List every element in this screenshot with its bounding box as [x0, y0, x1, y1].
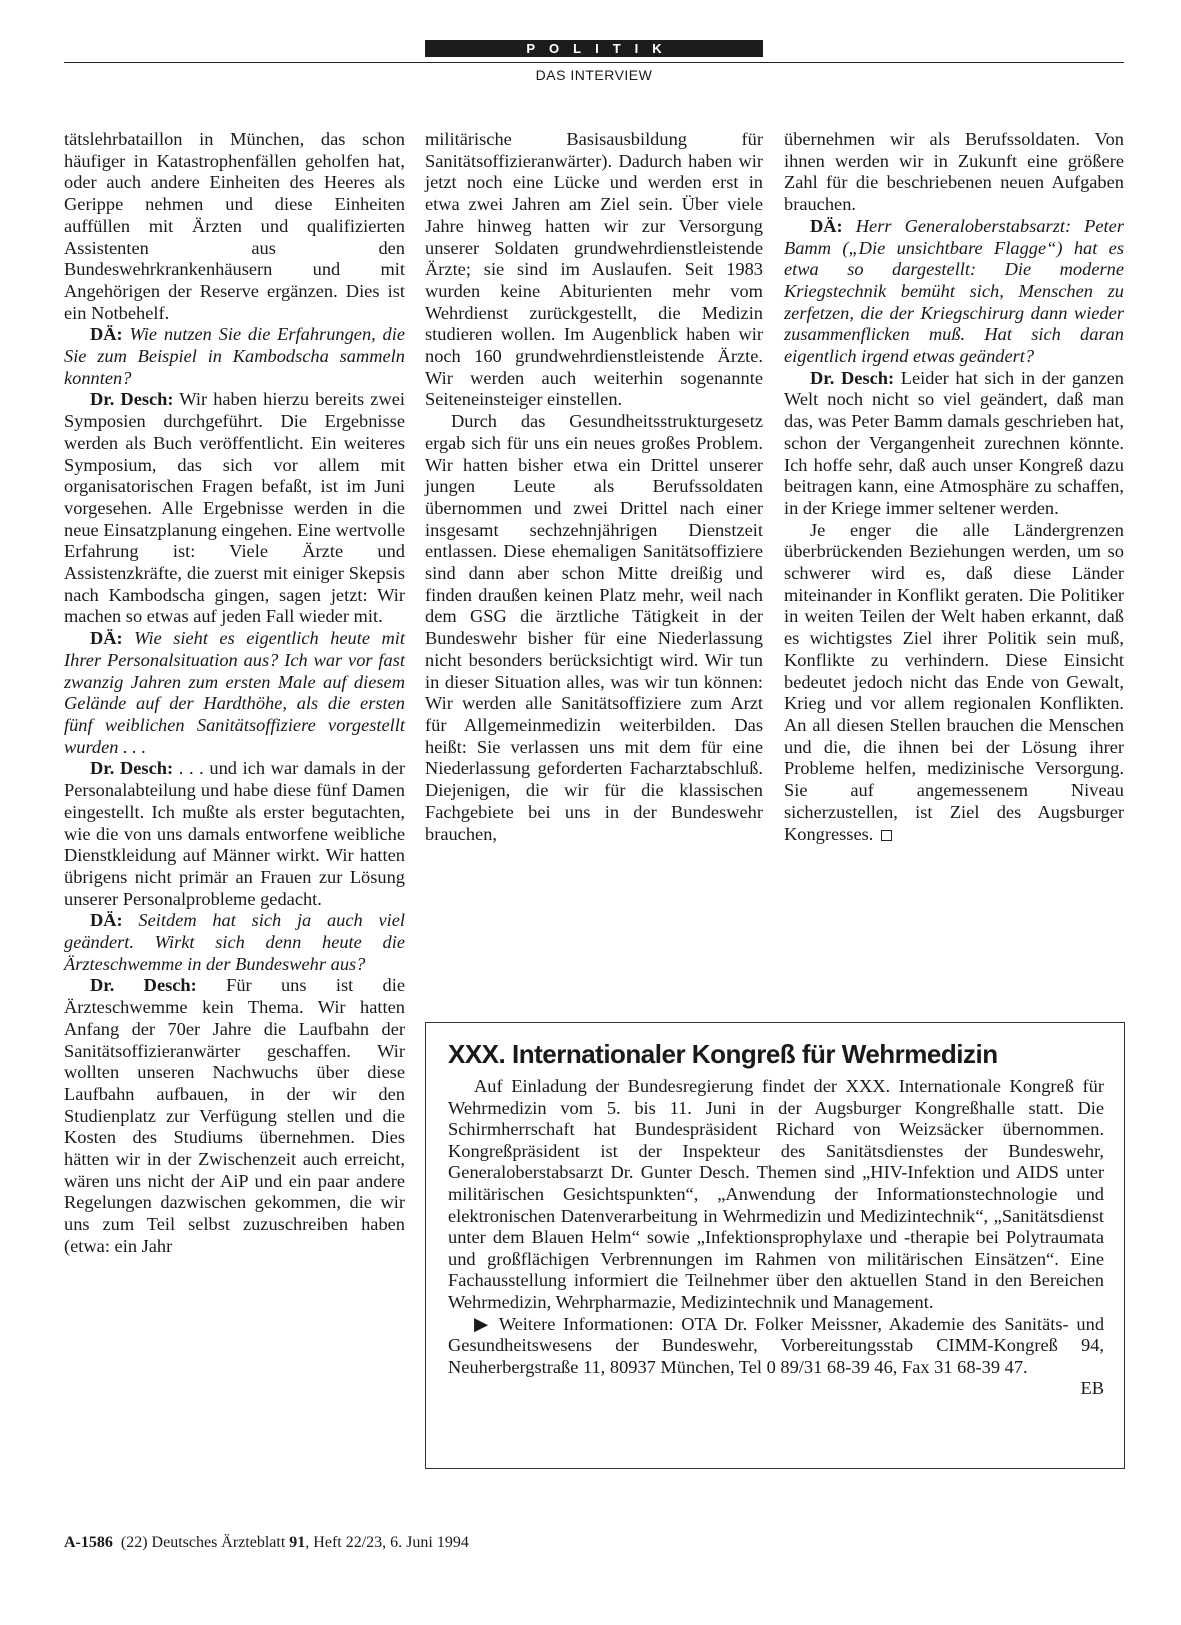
info-box-title: XXX. Internationaler Kongreß für Wehrmedizin [448, 1039, 998, 1069]
speaker-label: DÄ: [90, 628, 123, 649]
page-footer [64, 1534, 469, 1552]
article-paragraph: Durch das Gesundheitsstrukturgesetz ergab sich für uns ein neues großes Problem. Wir hatten bisher etwa ein Drittel unserer jungen Leute als Berufssoldaten übernommen und zwei Drittel nach einer insgesamt sechzehnjährigen Dienstzeit entlassen. Diese ehemaligen Sanitätsoffiziere sind dann aber schon Mitte dreißig und finden draußen keinen Platz mehr, weil nach dem GSG die ärztliche Tätigkeit in der Bundeswehr bisher für eine Niederlassung nicht besonders berücksichtigt wird. Wir tun in dieser Situation alles, was wir tun können: Wir werden alle Sanitätsoffiziere zum Arzt für Allgemeinmedizin weiterbilden. Das heißt: Sie verlassen uns mit dem für eine Niederlassung geforderten Facharztabschluß. Diejenigen, die wir für die klassischen Fachgebiete bei uns in der Bundeswehr brauchen, [425, 411, 763, 844]
article-paragraph: tätslehrbataillon in München, das schon häufiger in Katastrophenfällen geholfen hat, oder auch andere Einheiten des Heeres als Gerippe nehmen und diese Einheiten auffüllen mit Ärzten und qualifizierten Assistenten aus den Bundeswehrkrankenhäusern und mit Angehörigen der Reserve ergänzen. Dies ist ein Notbehelf. [64, 129, 405, 323]
article-paragraph: DÄ: Seitdem hat sich ja auch viel geändert. Wirkt sich denn heute die Ärzteschwemme in der Bundeswehr aus? [64, 910, 405, 974]
article-column-1 [64, 129, 405, 1258]
arrow-bullet-icon: ▶ [474, 1313, 492, 1334]
article-paragraph: Dr. Desch: . . . und ich war damals in der Personalabteilung und habe diese fünf Damen eingestellt. Ich mußte als erster begutachten, wie die von uns damals entworfene weibliche Dienstkleidung auf Männer wirkt. Wir hatten übrigens nicht primär an Frauen zur Lösung unserer Personalprobleme gedacht. [64, 758, 405, 909]
article-column-2 [425, 129, 763, 845]
article-paragraph: DÄ: Herr Generaloberstabsarzt: Peter Bamm („Die unsichtbare Flagge“) hat es etwa so dargestellt: Die moderne Kriegstechnik bemüht sich, Menschen zu zerfetzen, die der Kriegschirurg dann wieder zusammenflicken muß. Hat sich daran eigentlich irgend etwas geändert? [784, 215, 1124, 367]
speaker-label: Dr. Desch: [90, 758, 174, 779]
article-paragraph: Dr. Desch: Leider hat sich in der ganzen Welt noch nicht so viel geändert, daß man das, was Peter Bamm damals geschrieben hat, schon der Vergangenheit zurechnen könnte. Ich hoffe sehr, daß auch unser Kongreß dazu beitragen kann, eine Atmosphäre zu schaffen, in der Kriege immer seltener werden. [784, 367, 1124, 518]
article-paragraph: DÄ: Wie sieht es eigentlich heute mit Ihrer Personalsituation aus? Ich war vor fast zwanzig Jahren zum ersten Male auf diesem Gelände auf der Hardthöhe, als die ersten fünf weiblichen Sanitätsoffiziere vorgestellt wurden . . . [64, 628, 405, 757]
speaker-label: DÄ: [90, 324, 123, 345]
speaker-label: DÄ: [90, 910, 123, 931]
congress-info-box [425, 1022, 1125, 1469]
speaker-label: Dr. Desch: [90, 389, 174, 410]
volume-number: 91 [289, 1534, 306, 1551]
issue-date: , Heft 22/23, 6. Juni 1994 [305, 1534, 469, 1551]
speaker-label: Dr. Desch: [810, 367, 895, 388]
article-column-3 [784, 129, 1124, 845]
speaker-label: DÄ: [810, 215, 843, 236]
article-end-mark [881, 830, 892, 841]
speaker-label: Dr. Desch: [90, 975, 197, 996]
info-box-author: EB [1080, 1378, 1104, 1399]
article-paragraph: Dr. Desch: Für uns ist die Ärzteschwemme kein Thema. Wir hatten Anfang der 70er Jahre die Laufbahn der Sanitätsoffizieranwärter geschaffen. Wir wollten unseren Nachwuchs über diese Laufbahn aufbauen, in der wir den Studienplatz zur Verfügung stellen und die Kosten des Studiums übernehmen. Dies hätten wir in der Zwischenzeit auch erreicht, wären uns nicht der AiP und ein paar andere Regelungen dazwischen gekommen, die wir uns zum Teil selbst zuzuschreiben haben (etwa: ein Jahr [64, 975, 405, 1256]
info-box-body [448, 1076, 1104, 1400]
info-box-paragraph: Auf Einladung der Bundesregierung findet der XXX. Internationale Kongreß für Wehrmedizin vom 5. bis 11. Juni in der Augsburger Kongreßhalle statt. Die Schirmherrschaft hat Bundespräsident Richard von Weizsäcker übernommen. Kongreßpräsident ist der Inspekteur des Sanitätsdienstes der Bundeswehr, Generaloberstabsarzt Dr. Gunter Desch. Themen sind „HIV-Infektion und AIDS unter militärischen Gesichtspunkten“, „Anwendung der Informationstechnologie und elektronischen Datenverarbeitung in Wehrmedizin und Medizintechnik“, „Sanitätsdienst unter dem Blauen Helm“ sowie „Infektionsprophylaxe und -therapie bei Polytraumata und großflächigen Verbrennungen im Rahmen von militärischen Einsätzen“. Eine Fachausstellung informiert die Teilnehmer über den aktuellen Stand in den Bereichen Wehrmedizin, Wehrpharmazie, Medizintechnik und Management. [448, 1076, 1104, 1312]
issue-page: (22) [120, 1534, 148, 1551]
article-paragraph: übernehmen wir als Berufssoldaten. Von ihnen werden wir in Zukunft eine größere Zahl für die beschriebenen neuen Aufgaben brauchen. [784, 129, 1124, 215]
journal-name: Deutsches Ärzteblatt [151, 1534, 286, 1551]
page-number: A-1586 [64, 1534, 113, 1551]
subsection-label: DAS INTERVIEW [535, 67, 653, 83]
article-paragraph: militärische Basisausbildung für Sanitätsoffizieranwärter). Dadurch haben wir jetzt noch eine Lücke und werden erst in etwa zwei Jahren am Ziel sein. Über viele Jahre hinweg hatten wir zur Versorgung unserer Soldaten grundwehrdienstleistende Ärzte; sie sind im Auslaufen. Seit 1983 wurden keine Abiturienten mehr vom Wehrdienst zurückgestellt, die Medizin studieren wollen. Im Augenblick haben wir noch 160 grundwehrdienstleistende Ärzte. Wir werden auch weiterhin sogenannte Seiteneinsteiger einstellen. [425, 129, 763, 410]
info-box-paragraph: ▶ Weitere Informationen: OTA Dr. Folker Meissner, Akademie des Sanitäts- und Gesundheitswesens der Bundeswehr, Vorbereitungsstab CIMM-Kongreß 94, Neuherbergstraße 11, 80937 München, Tel 0 89/31 68-39 46, Fax 31 68-39 47. [448, 1313, 1105, 1377]
article-paragraph: Dr. Desch: Wir haben hierzu bereits zwei Symposien durchgeführt. Die Ergebnisse werden als Buch veröffentlicht. Ein weiteres Symposium, das sich vor allem mit organisatorischen Fragen befaßt, ist im Juni vorgesehen. Alle Ergebnisse werden in die neue Einsatzplanung eingehen. Eine wertvolle Erfahrung ist: Viele Ärzte und Assistenzkräfte, die zuerst mit einiger Skepsis nach Kambodscha gingen, sagen jetzt: Wir machen so etwas auf jeden Fall wieder mit. [64, 389, 405, 627]
article-paragraph: DÄ: Wie nutzen Sie die Erfahrungen, die Sie zum Beispiel in Kambodscha sammeln konnten? [64, 324, 405, 388]
article-paragraph: Je enger die alle Ländergrenzen überbrückenden Beziehungen werden, um so schwerer wird es, daß diese Länder miteinander in Konflikt geraten. Die Politiker in weiten Teilen der Welt haben erkannt, daß es wichtigstes Ziel ihrer Politik sein muß, Konflikte zu verhindern. Diese Einsicht bedeutet jedoch nicht das Ende von Gewalt, Krieg und vor allem regionalen Konflikten. An all diesen Stellen brauchen die Menschen und die, die ihnen bei der Lösung ihrer Probleme helfen, medizinische Versorgung. Sie auf angemessenem Niveau sicherzustellen, ist Ziel des Augsburger Kongresses. [784, 519, 1124, 844]
header-rule [64, 62, 1124, 63]
section-label: POLITIK [425, 40, 763, 57]
